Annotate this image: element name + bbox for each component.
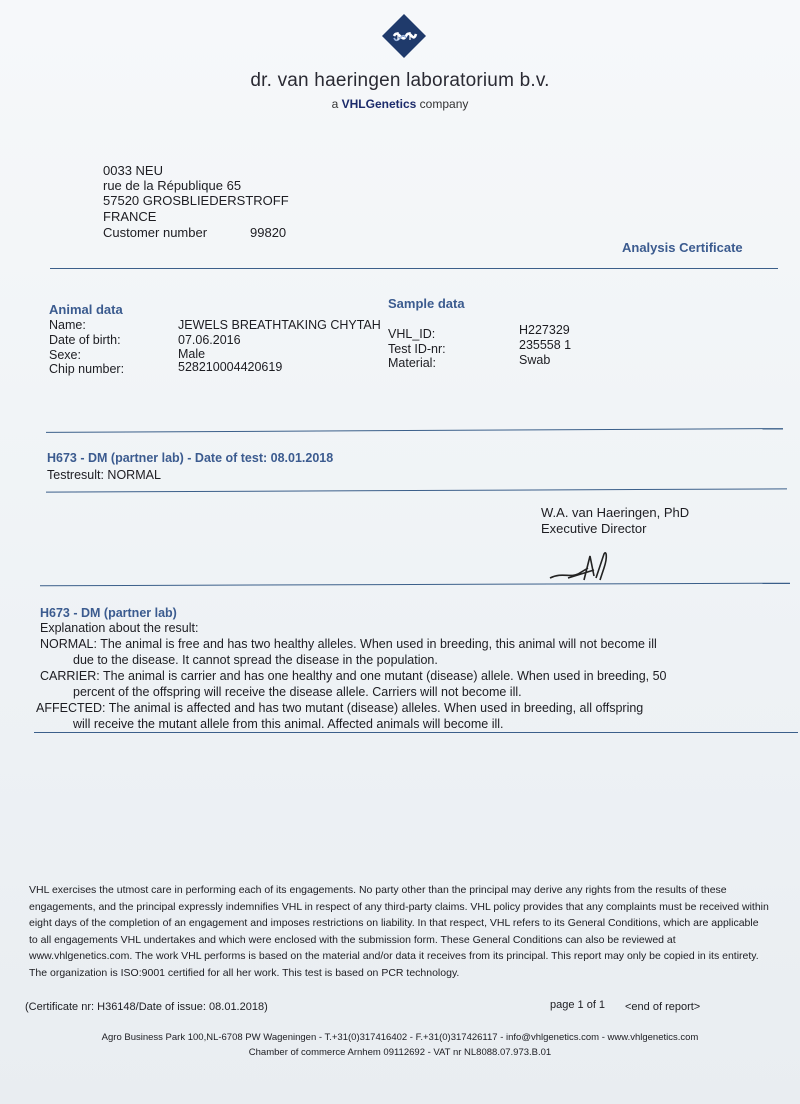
end-of-report: <end of report>	[625, 1001, 701, 1013]
explanation-intro: Explanation about the result:	[40, 621, 199, 635]
address-line: 0033 NEU	[103, 163, 163, 178]
sex-value: Male	[178, 347, 206, 361]
animal-data-heading: Animal data	[49, 302, 123, 317]
company-name: dr. van haeringen laboratorium b.v.	[250, 70, 550, 91]
divider	[50, 268, 778, 269]
divider	[40, 583, 790, 587]
test-heading: H673 - DM (partner lab) - Date of test: 08.01.2018	[47, 451, 334, 465]
material-value: Swab	[519, 353, 551, 367]
customer-number-value: 99820	[250, 225, 287, 240]
company-subtitle: a VHLGenetics company	[331, 97, 469, 111]
certificate-title: Analysis Certificate	[622, 240, 743, 255]
disclaimer-text: VHL exercises the utmost care in performing each of its engagements. No party other than the principal may derive any rights from the results of these engagements, and the principal expressly indemnifies VHL in respect of any third-party claims. VHL policy provides that any complaints must be received within eight days of the completion of an engagement and imposes restrictions on liability. In that respect, VHL refers to its General Conditions, which are applicable to all engagements VHL undertakes and which were enclosed with the submission form. These General Conditions can also be reviewed at www.vhlgenetics.com. The work VHL performs is based on the material and/or data it receives from its principal. This report may only be copied in its entirety. The organization is ISO:9001 certified for all her work. This test is based on PCR technology.	[29, 884, 769, 979]
address-line: FRANCE	[103, 209, 157, 224]
signatory-name: W.A. van Haeringen, PhD	[541, 505, 690, 520]
customer-number-label: Customer number	[103, 225, 208, 240]
address-line: rue de la République 65	[103, 178, 242, 193]
divider	[46, 428, 783, 433]
divider	[46, 488, 787, 492]
sample-data-heading: Sample data	[388, 296, 465, 311]
divider	[34, 732, 798, 733]
signatory-title: Executive Director	[541, 521, 647, 536]
dob-value: 07.06.2016	[178, 333, 241, 347]
dna-logo-icon	[382, 14, 426, 58]
chip-label: Chip number:	[49, 362, 125, 376]
signature-icon	[548, 548, 616, 588]
footer-registration: Chamber of commerce Arnhem 09112692 - VAT nr NL8088.07.973.B.01	[248, 1047, 552, 1058]
affected-explanation: AFFECTED: The animal is affected and has two mutant (disease) alleles. When used in breeding, all offspring	[36, 701, 644, 715]
dob-label: Date of birth:	[49, 333, 121, 347]
chip-value: 528210004420619	[178, 360, 283, 374]
test-id-label: Test ID-nr:	[388, 342, 446, 356]
affected-explanation-cont: will receive the mutant allele from this animal. Affected animals will become ill.	[73, 717, 504, 731]
test-id-value: 235558 1	[519, 338, 572, 352]
sex-label: Sexe:	[49, 348, 81, 362]
explanation-heading: H673 - DM (partner lab)	[40, 606, 177, 620]
address-line: 57520 GROSBLIEDERSTROFF	[103, 193, 289, 208]
vhl-id-value: H227329	[519, 323, 570, 337]
carrier-explanation: CARRIER: The animal is carrier and has one healthy and one mutant (disease) allele. When used in breeding, 50	[40, 669, 667, 683]
footer-address: Agro Business Park 100,NL-6708 PW Wageningen - T.+31(0)317416402 - F.+31(0)317426117 - info@vhlgenetics.com - www.vhlgenetics.com	[101, 1032, 699, 1043]
material-label: Material:	[388, 356, 436, 370]
test-result: Testresult: NORMAL	[47, 468, 161, 482]
vhl-id-label: VHL_ID:	[388, 327, 436, 341]
carrier-explanation-cont: percent of the offspring will receive the disease allele. Carriers will not become ill.	[73, 685, 522, 699]
animal-name: JEWELS BREATHTAKING CHYTAH	[178, 318, 381, 332]
normal-explanation-cont: due to the disease. It cannot spread the disease in the population.	[73, 653, 438, 667]
vhl-brand: VHLGenetics	[341, 97, 417, 111]
page-info: page 1 of 1	[550, 999, 606, 1011]
normal-explanation: NORMAL: The animal is free and has two healthy alleles. When used in breeding, this animal will not become ill	[40, 637, 657, 651]
certificate-info: (Certificate nr: H36148/Date of issue: 08.01.2018)	[25, 1001, 268, 1013]
name-label: Name:	[49, 318, 86, 332]
